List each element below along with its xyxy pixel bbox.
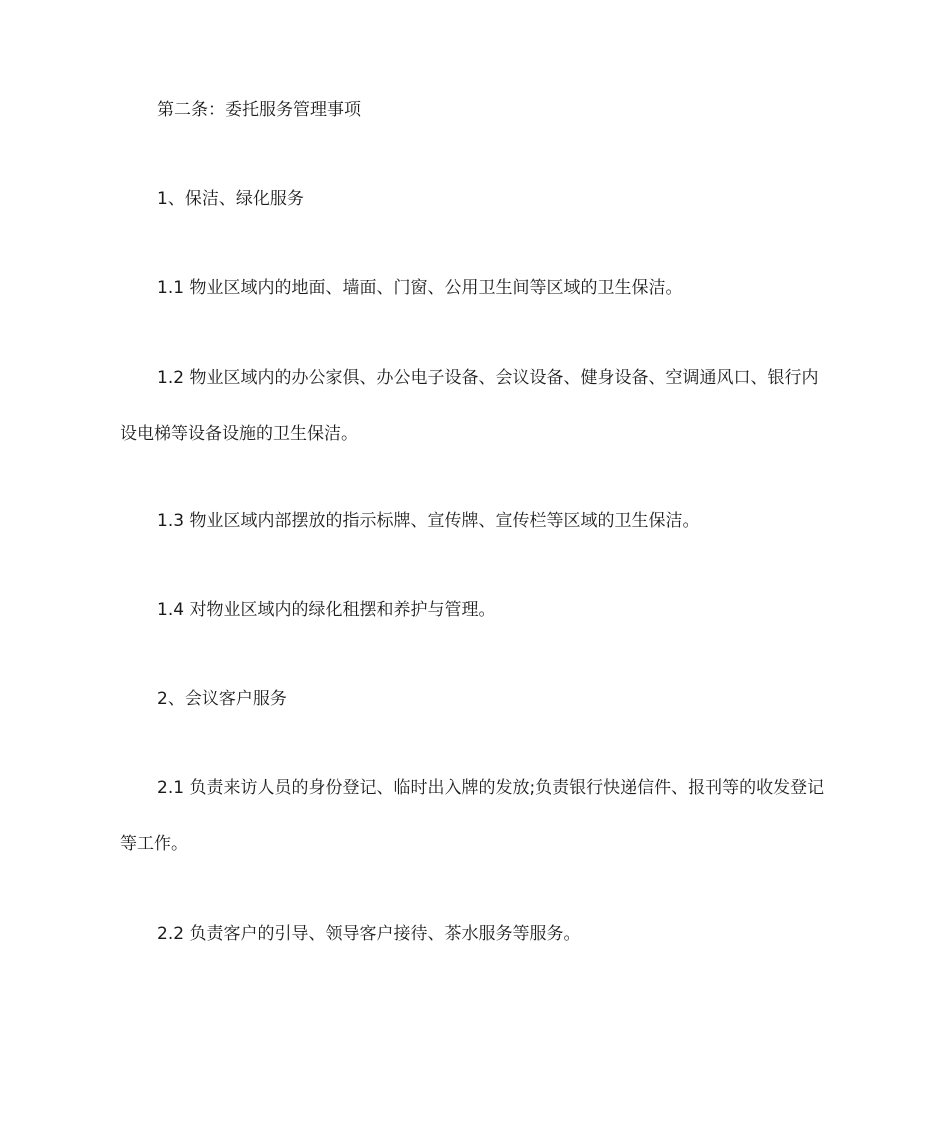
clause-1-2: 1.2 物业区域内的办公家俱、办公电子设备、会议设备、健身设备、空调通风口、银行内设电梯等设备设施的卫生保洁。 (120, 368, 819, 444)
clause-1-3: 1.3 物业区域内部摆放的指示标牌、宣传牌、宣传栏等区域的卫生保洁。 (157, 511, 700, 531)
section-heading: 第二条：委托服务管理事项 (157, 100, 361, 120)
clause-1-4: 1.4 对物业区域内的绿化租摆和养护与管理。 (157, 600, 496, 620)
clause-1-1: 1.1 物业区域内的地面、墙面、门窗、公用卫生间等区域的卫生保洁。 (157, 278, 683, 298)
clause-2-1: 2.1 负责来访人员的身份登记、临时出入牌的发放;负责银行快递信件、报刊等的收发登记等工作。 (120, 778, 825, 854)
subsection-heading-meeting-client: 2、会议客户服务 (157, 689, 287, 709)
subsection-heading-cleaning-greening: 1、保洁、绿化服务 (157, 189, 304, 209)
clause-2-2: 2.2 负责客户的引导、领导客户接待、茶水服务等服务。 (157, 924, 581, 944)
